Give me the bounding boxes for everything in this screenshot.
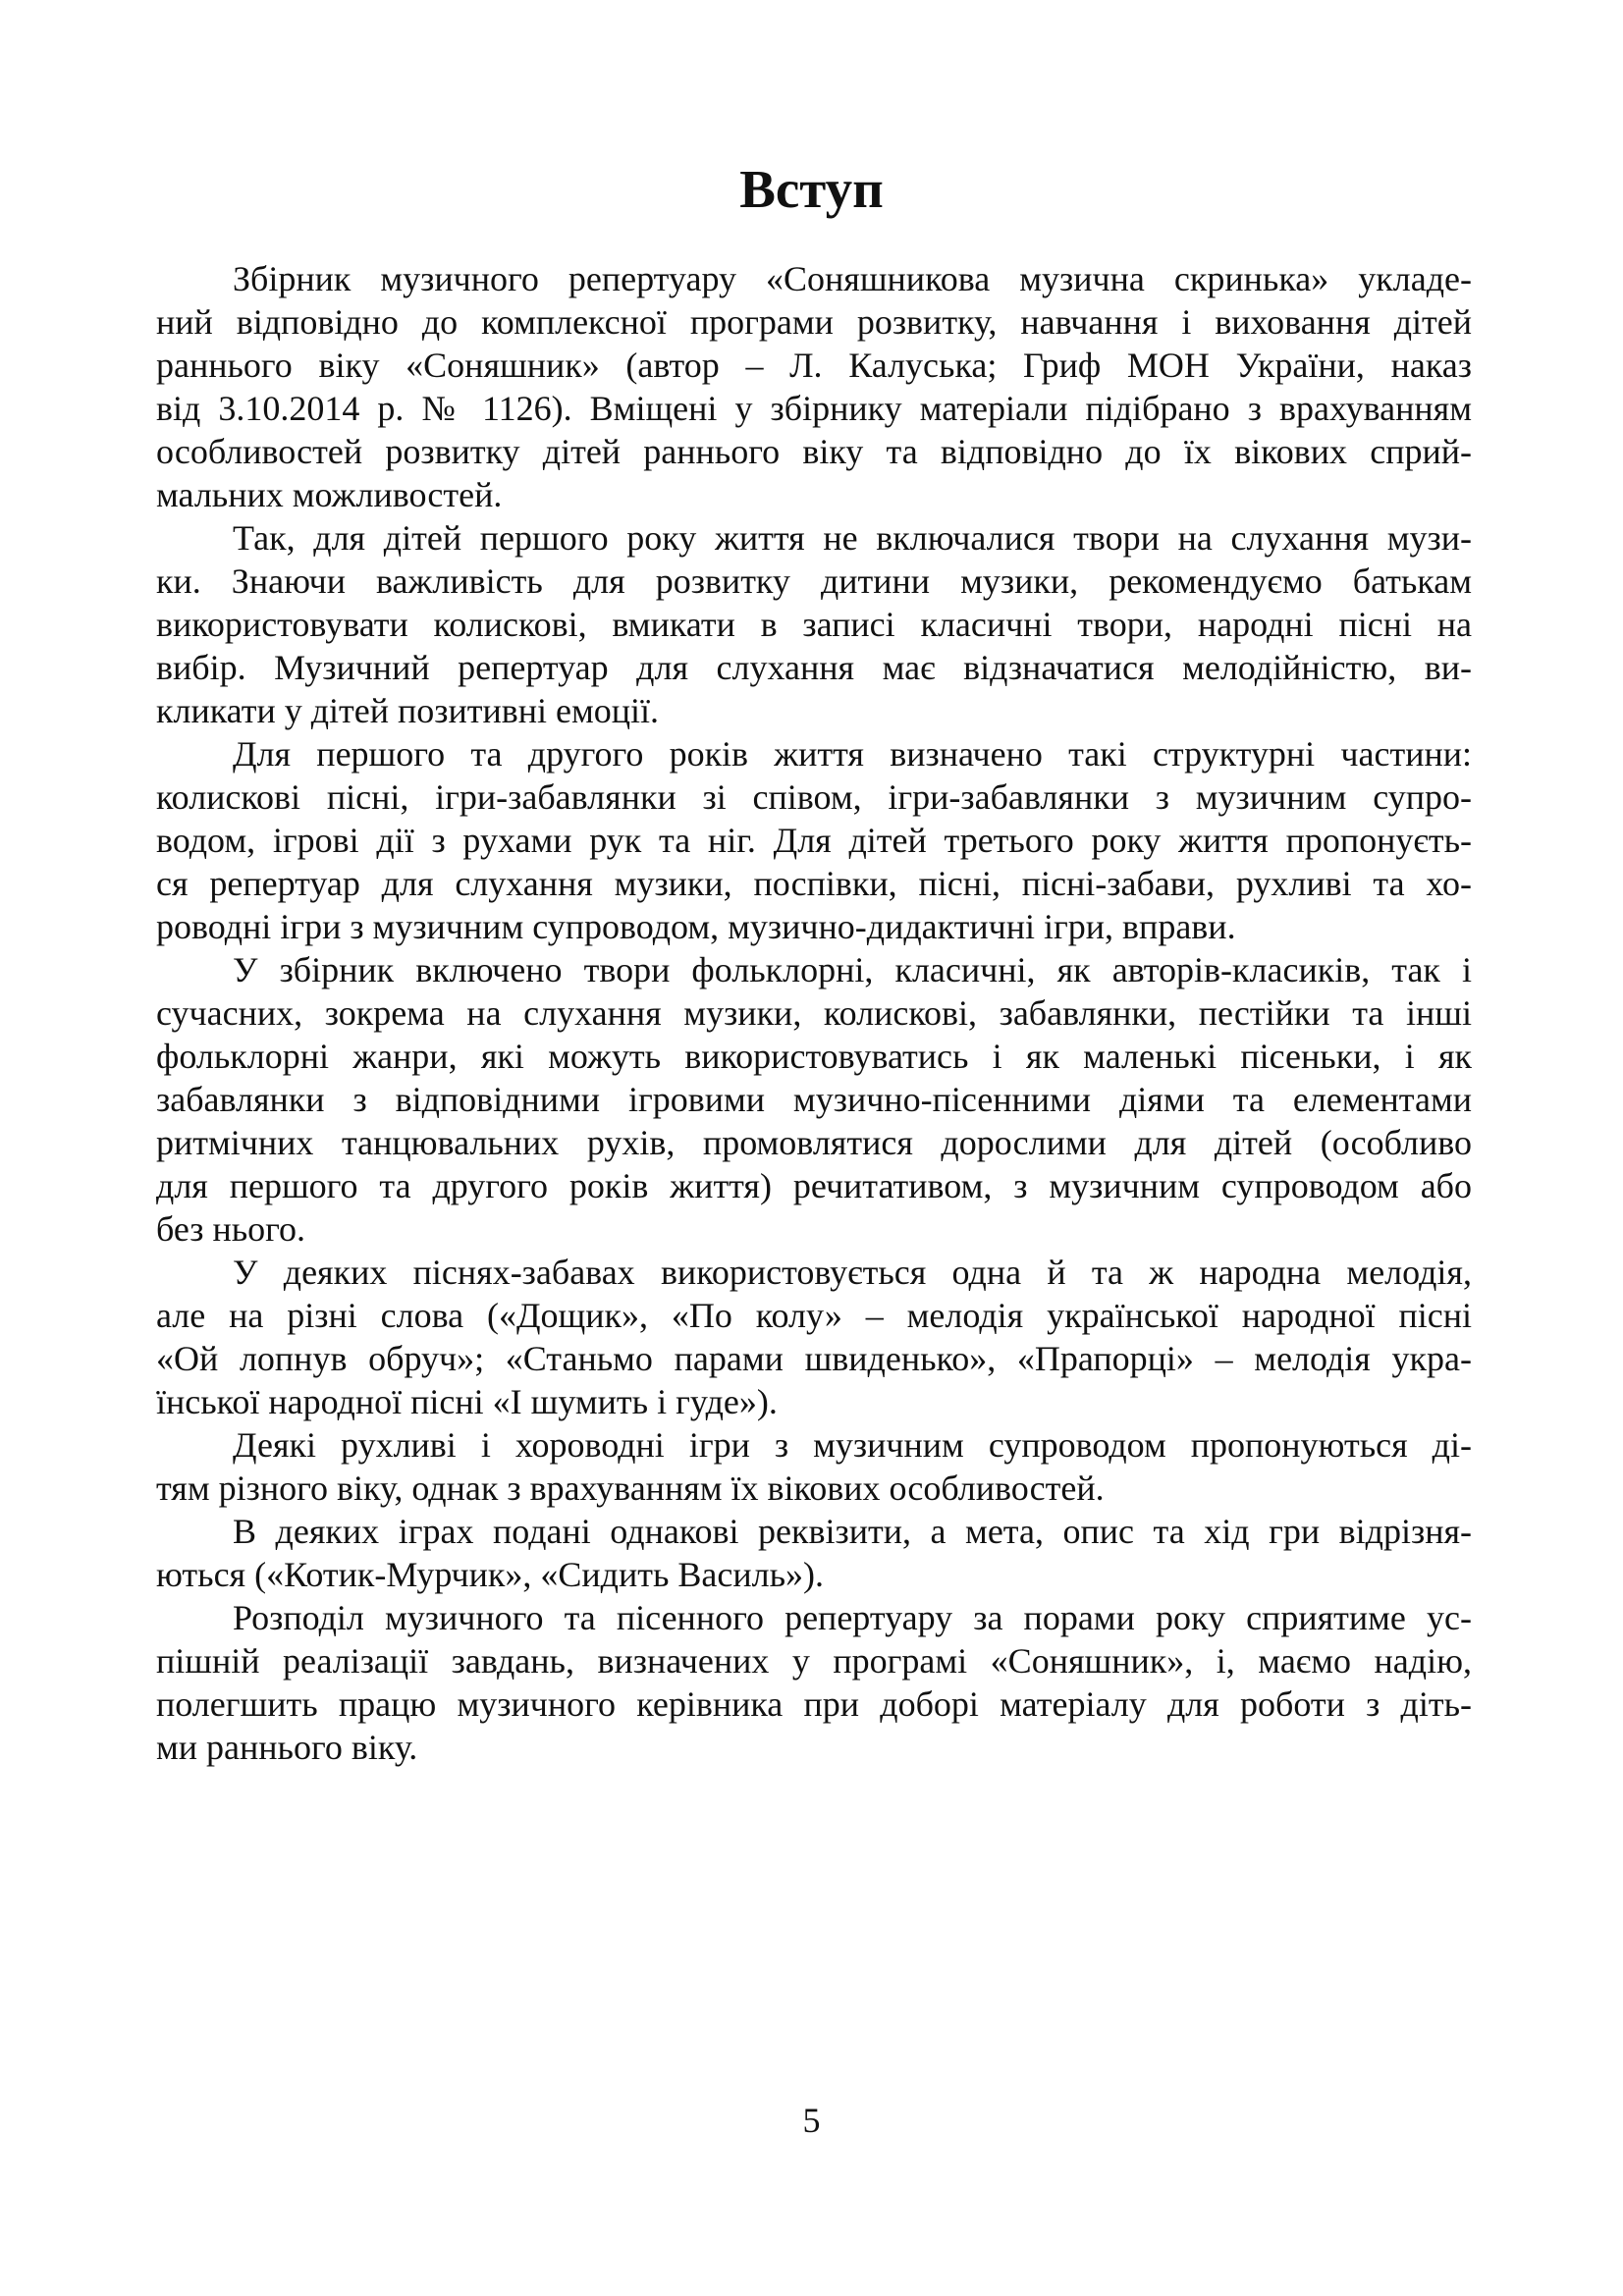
- text-line: для першого та другого років життя) речитативом, з музичним супроводом або: [156, 1166, 1472, 1205]
- text-line: роводні ігри з музичним супроводом, музично-дидактичні ігри, вправи.: [156, 907, 1236, 946]
- text-line: Збірник музичного репертуару «Соняшникова музична скринька» укладе-: [233, 259, 1472, 298]
- paragraph: [156, 732, 1472, 948]
- text-line: особливостей розвитку дітей раннього віку та відповідно до їх вікових сприй-: [156, 432, 1472, 471]
- text-line: У збірник включено твори фольклорні, класичні, як авторів-класиків, так і: [233, 950, 1472, 989]
- text-line: ся репертуар для слухання музики, поспівки, пісні, пісні-забави, рухливі та хо-: [156, 864, 1472, 903]
- text-line: полегшить працю музичного керівника при доборі матеріалу для роботи з діть-: [156, 1684, 1472, 1724]
- text-line: тям різного віку, однак з врахуванням їх вікових особливостей.: [156, 1468, 1105, 1508]
- text-line: водом, ігрові дії з рухами рук та ніг. Для дітей третього року життя пропонуєть-: [156, 821, 1472, 860]
- paragraph: [156, 1596, 1472, 1769]
- text-line: Розподіл музичного та пісенного репертуару за порами року сприятиме ус-: [233, 1598, 1472, 1637]
- text-line: ний відповідно до комплексної програми розвитку, навчання і виховання дітей: [156, 302, 1472, 342]
- paragraph: [156, 948, 1472, 1251]
- text-line: сучасних, зокрема на слухання музики, колискові, забавлянки, пестійки та інші: [156, 993, 1472, 1033]
- page-title: Вступ: [739, 159, 884, 219]
- text-line: забавлянки з відповідними ігровими музично-пісенними діями та елементами: [156, 1080, 1472, 1119]
- text-line: ються («Котик-Мурчик», «Сидить Василь»).: [156, 1555, 825, 1594]
- paragraph: [156, 516, 1472, 732]
- text-line: В деяких іграх подані однакові реквізити, а мета, опис та хід гри відрізня-: [233, 1512, 1472, 1551]
- text-line: використовувати колискові, вмикати в записі класичні твори, народні пісні на: [156, 605, 1472, 644]
- text-line: без нього.: [156, 1209, 306, 1249]
- text-line: мальних можливостей.: [156, 475, 503, 514]
- text-line: раннього віку «Соняшник» (автор – Л. Калуська; Гриф МОН України, наказ: [156, 346, 1472, 385]
- text-line: «Ой лопнув обруч»; «Станьмо парами швиденько», «Прапорці» – мелодія укра-: [156, 1339, 1472, 1378]
- text-line: У деяких піснях-забавах використовується одна й та ж народна мелодія,: [233, 1253, 1472, 1292]
- text-line: колискові пісні, ігри-забавлянки зі співом, ігри-забавлянки з музичним супро-: [156, 777, 1472, 817]
- paragraph: [156, 1510, 1472, 1596]
- paragraph: [156, 1423, 1472, 1510]
- page-number: 5: [802, 2101, 821, 2140]
- body-text: [156, 257, 1472, 1769]
- text-line: ми раннього віку.: [156, 1728, 418, 1767]
- text-line: Так, для дітей першого року життя не включалися твори на слухання музи-: [233, 518, 1472, 558]
- text-line: кликати у дітей позитивні емоції.: [156, 691, 660, 730]
- text-line: їнської народної пісні «І шумить і гуде»).: [156, 1382, 778, 1421]
- text-line: ки. Знаючи важливість для розвитку дитини музики, рекомендуємо батькам: [156, 561, 1472, 601]
- text-line: Для першого та другого років життя визначено такі структурні частини:: [233, 734, 1472, 774]
- text-line: пішній реалізації завдань, визначених у програмі «Соняшник», і, маємо надію,: [156, 1641, 1472, 1681]
- text-line: вибір. Музичний репертуар для слухання має відзначатися мелодійністю, ви-: [156, 648, 1472, 687]
- paragraph: [156, 257, 1472, 516]
- text-line: ритмічних танцювальних рухів, промовлятися дорослими для дітей (особливо: [156, 1123, 1472, 1162]
- text-line: від 3.10.2014 р. № 1126). Вміщені у збірнику матеріали підібрано з врахуванням: [156, 389, 1472, 428]
- text-line: фольклорні жанри, які можуть використовуватись і як маленькі пісеньки, і як: [156, 1037, 1472, 1076]
- paragraph: [156, 1251, 1472, 1423]
- text-line: Деякі рухливі і хороводні ігри з музичним супроводом пропонуються ді-: [233, 1425, 1472, 1465]
- text-line: але на різні слова («Дощик», «По колу» – мелодія української народної пісні: [156, 1296, 1472, 1335]
